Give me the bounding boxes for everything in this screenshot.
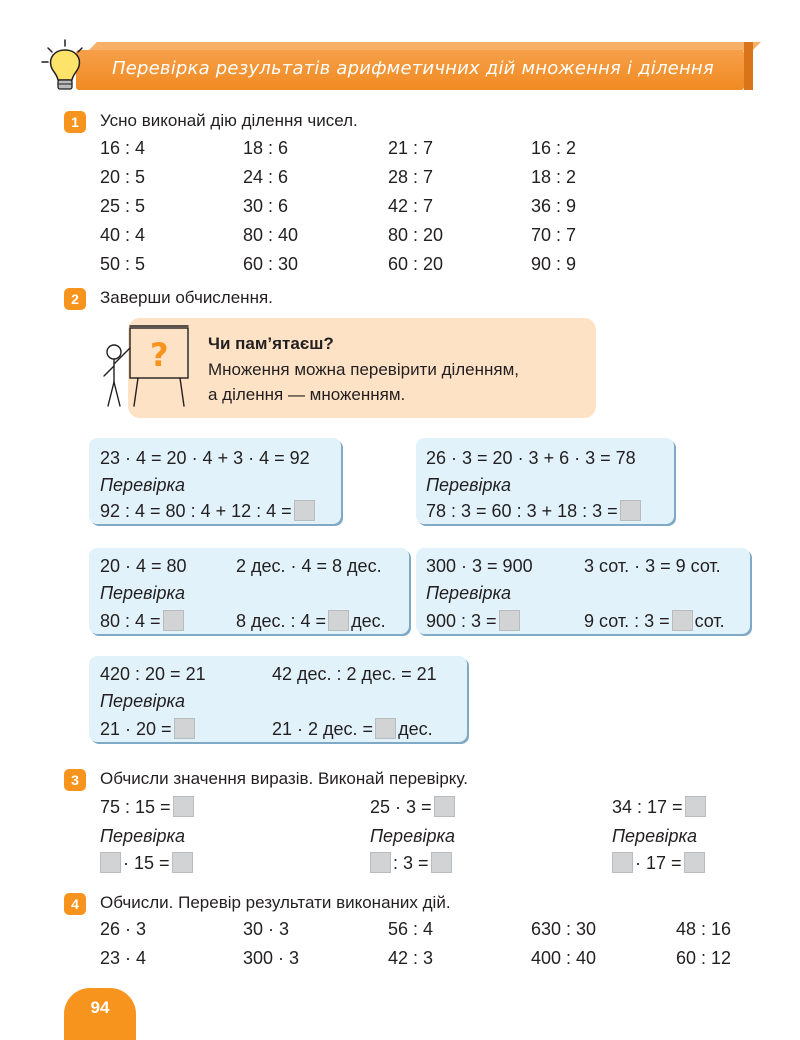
division-item: 42 : 7	[388, 196, 434, 216]
equation: 42 дес. : 2 дес. = 21	[272, 664, 437, 684]
division-item: 25 : 5	[100, 196, 146, 216]
expression-item: 42 : 3	[388, 948, 434, 968]
task-instruction: Обчисли значення виразів. Виконай перевірку.	[100, 769, 468, 788]
answer-box[interactable]	[375, 718, 396, 739]
equation: 26 · 3 = 20 · 3 + 6 · 3 = 78	[426, 448, 636, 468]
division-item: 90 : 9	[531, 254, 577, 274]
equation: 300 · 3 = 900	[426, 556, 533, 576]
division-item: 16 : 2	[531, 138, 577, 158]
section-title: Перевірка результатів арифметичних дій множення і ділення	[112, 58, 714, 79]
answer-box[interactable]	[434, 796, 455, 817]
check-label: Перевірка	[100, 826, 185, 846]
division-item: 50 : 5	[100, 254, 146, 274]
answer-box[interactable]	[612, 852, 633, 873]
svg-text:?: ?	[150, 336, 169, 374]
check-equation: : 3 =	[368, 852, 454, 874]
answer-box[interactable]	[620, 500, 641, 521]
division-item: 16 : 4	[100, 138, 146, 158]
expression: 75 : 15 =	[100, 796, 196, 818]
check-label: Перевірка	[426, 475, 511, 495]
answer-box[interactable]	[100, 852, 121, 873]
expression-item: 630 : 30	[531, 919, 597, 939]
check-equation: 900 : 3 =	[426, 610, 522, 632]
check-equation: 8 дес. : 4 = дес.	[236, 611, 386, 631]
expression-item: 56 : 4	[388, 919, 434, 939]
division-item: 18 : 6	[243, 138, 289, 158]
check-equation: 78 : 3 = 60 : 3 + 18 : 3 =	[426, 500, 643, 522]
check-equation: · 15 =	[98, 852, 195, 874]
division-item: 20 : 5	[100, 167, 146, 187]
task-number-badge: 1	[64, 111, 86, 133]
check-equation: 92 : 4 = 80 : 4 + 12 : 4 =	[100, 500, 317, 522]
task-instruction: Усно виконай дію ділення чисел.	[100, 111, 358, 130]
check-label: Перевірка	[370, 826, 455, 846]
answer-box[interactable]	[163, 610, 184, 631]
check-equation: 21 · 2 дес. = дес.	[272, 719, 433, 739]
expression: 34 : 17 =	[612, 796, 708, 818]
division-item: 36 : 9	[531, 196, 577, 216]
check-equation: 21 · 20 =	[100, 718, 197, 740]
lightbulb-icon	[40, 38, 90, 94]
division-item: 28 : 7	[388, 167, 434, 187]
check-label: Перевірка	[426, 583, 511, 603]
check-label: Перевірка	[612, 826, 697, 846]
answer-box[interactable]	[370, 852, 391, 873]
equation: 420 : 20 = 21	[100, 664, 206, 684]
equation: 3 сот. · 3 = 9 сот.	[584, 556, 721, 576]
answer-box[interactable]	[328, 610, 349, 631]
check-label: Перевірка	[100, 475, 185, 495]
check-label: Перевірка	[100, 691, 185, 711]
expression: 25 · 3 =	[370, 796, 457, 818]
expression-item: 30 · 3	[243, 919, 290, 939]
task-number-badge: 4	[64, 893, 86, 915]
answer-box[interactable]	[174, 718, 195, 739]
equation: 23 · 4 = 20 · 4 + 3 · 4 = 92	[100, 448, 310, 468]
answer-box[interactable]	[431, 852, 452, 873]
division-item: 70 : 7	[531, 225, 577, 245]
expression-item: 300 · 3	[243, 948, 300, 968]
division-item: 80 : 40	[243, 225, 299, 245]
check-label: Перевірка	[100, 583, 185, 603]
task-instruction: Заверши обчислення.	[100, 288, 273, 307]
task-number-badge: 2	[64, 288, 86, 310]
expression-item: 48 : 16	[676, 919, 732, 939]
answer-box[interactable]	[294, 500, 315, 521]
division-item: 30 : 6	[243, 196, 289, 216]
division-item: 60 : 30	[243, 254, 299, 274]
division-item: 80 : 20	[388, 225, 444, 245]
answer-box[interactable]	[684, 852, 705, 873]
equation: 2 дес. · 4 = 8 дес.	[236, 556, 382, 576]
check-equation: 80 : 4 =	[100, 610, 186, 632]
division-item: 60 : 20	[388, 254, 444, 274]
answer-box[interactable]	[172, 852, 193, 873]
division-item: 21 : 7	[388, 138, 434, 158]
remember-line: Множення можна перевірити діленням,	[208, 360, 520, 379]
teacher-at-board-icon	[96, 322, 192, 410]
check-equation: 9 сот. : 3 = сот.	[584, 611, 725, 631]
answer-box[interactable]	[685, 796, 706, 817]
task-number-badge: 3	[64, 769, 86, 791]
answer-box[interactable]	[672, 610, 693, 631]
division-item: 40 : 4	[100, 225, 146, 245]
expression-item: 60 : 12	[676, 948, 732, 968]
expression-item: 400 : 40	[531, 948, 597, 968]
banner-side-face	[744, 42, 753, 90]
check-equation: · 17 =	[610, 852, 707, 874]
task-instruction: Обчисли. Перевір результати виконаних дій.	[100, 893, 451, 912]
answer-box[interactable]	[173, 796, 194, 817]
expression-item: 26 · 3	[100, 919, 147, 939]
answer-box[interactable]	[499, 610, 520, 631]
remember-title: Чи пам’ятаєш?	[208, 334, 334, 353]
equation: 20 · 4 = 80	[100, 556, 187, 576]
remember-line: а ділення — множенням.	[208, 385, 406, 404]
division-item: 24 : 6	[243, 167, 289, 187]
expression-item: 23 · 4	[100, 948, 147, 968]
division-item: 18 : 2	[531, 167, 577, 187]
page-number: 94	[64, 988, 136, 1040]
